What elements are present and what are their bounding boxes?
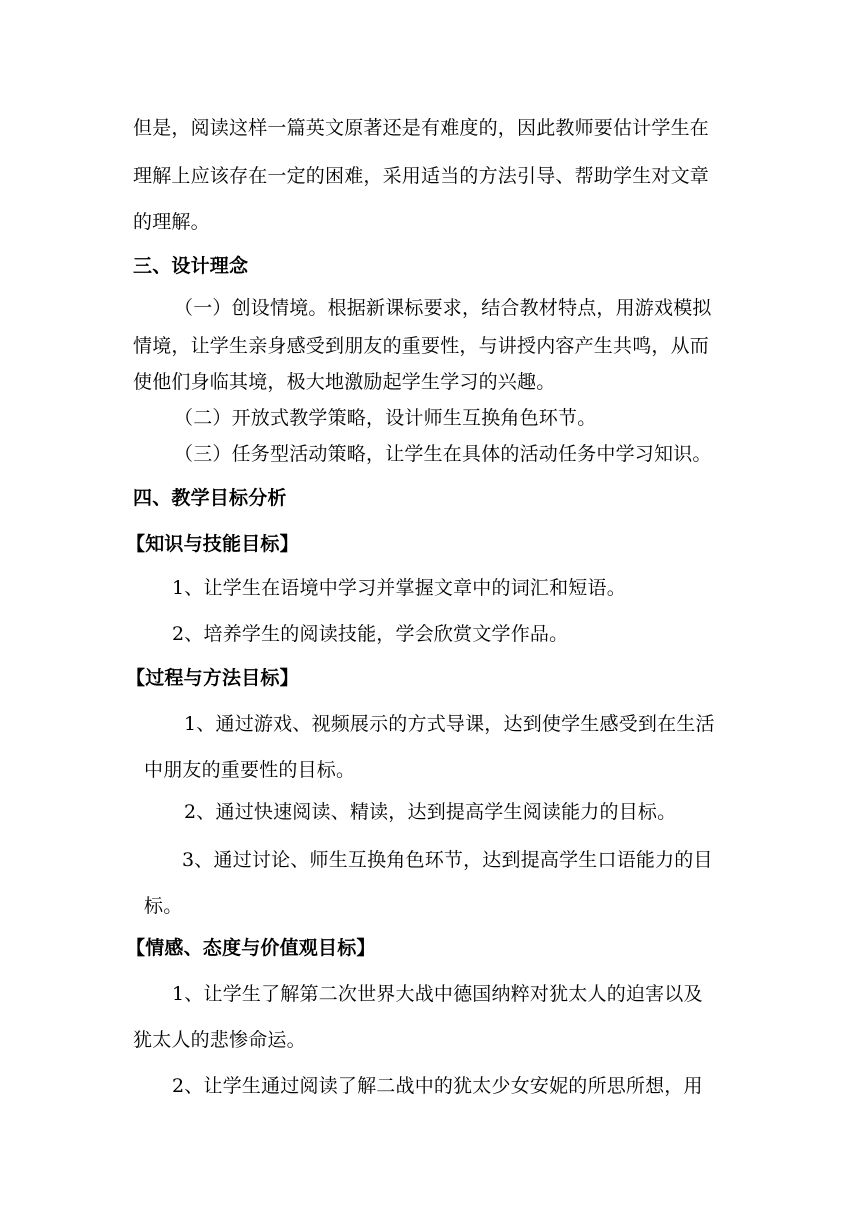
intro-paragraph-line: 的理解。 [133, 211, 210, 233]
paragraph-line: （二）开放式教学策略，设计师生互换角色环节。 [174, 407, 597, 429]
list-item: 2、通过快速阅读、精读，达到提高学生阅读能力的目标。 [184, 801, 677, 823]
list-item: 1、让学生了解第二次世界大战中德国纳粹对犹太人的迫害以及 [172, 983, 703, 1005]
subsection-heading-process: 【过程与方法目标】 [126, 667, 299, 689]
list-item: 2、让学生通过阅读了解二战中的犹太少女安妮的所思所想，用 [172, 1075, 703, 1097]
list-item: 1、让学生在语境中学习并掌握文章中的词汇和短语。 [172, 577, 626, 599]
list-item: 犹太人的悲惨命运。 [133, 1029, 306, 1051]
paragraph-line: （一）创设情境。根据新课标要求，结合教材特点，用游戏模拟 [174, 297, 712, 319]
list-item: 3、通过讨论、师生互换角色环节，达到提高学生口语能力的目 [182, 849, 713, 871]
subsection-heading-knowledge: 【知识与技能目标】 [126, 533, 299, 555]
paragraph-line: 情境，让学生亲身感受到朋友的重要性，与讲授内容产生共鸣，从而 [133, 335, 710, 357]
intro-paragraph-line: 理解上应该存在一定的困难，采用适当的方法引导、帮助学生对文章 [133, 165, 710, 187]
list-item: 2、培养学生的阅读技能，学会欣赏文学作品。 [172, 623, 569, 645]
section-heading-teaching-goals: 四、教学目标分析 [133, 487, 287, 509]
intro-paragraph-line: 但是，阅读这样一篇英文原著还是有难度的，因此教师要估计学生在 [133, 117, 710, 139]
list-item: 1、通过游戏、视频展示的方式导课，达到使学生感受到在生活 [184, 713, 715, 735]
list-item: 标。 [144, 895, 183, 917]
subsection-heading-emotion: 【情感、态度与价值观目标】 [126, 937, 376, 959]
paragraph-line: 使他们身临其境，极大地激励起学生学习的兴趣。 [133, 371, 556, 393]
paragraph-line: （三）任务型活动策略，让学生在具体的活动任务中学习知识。 [174, 443, 712, 465]
list-item: 中朋友的重要性的目标。 [144, 759, 356, 781]
section-heading-design-concept: 三、设计理念 [133, 255, 249, 277]
